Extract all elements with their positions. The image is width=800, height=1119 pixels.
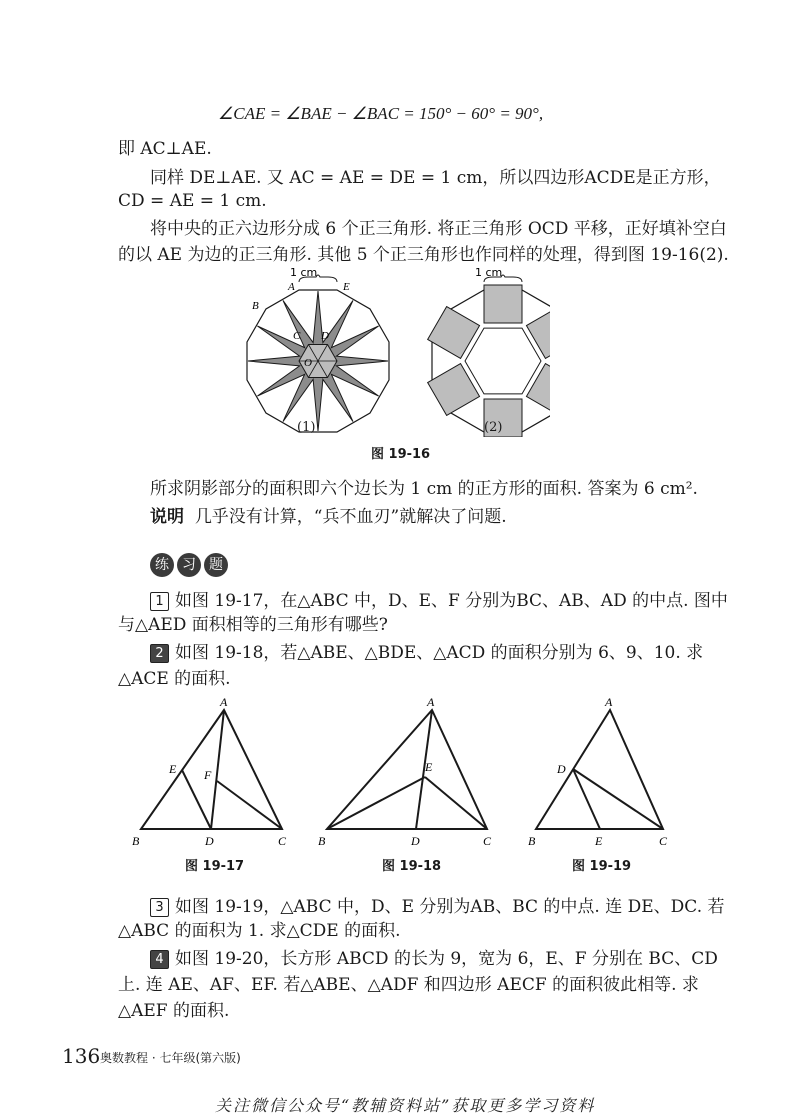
fig17-segment-fc bbox=[217, 781, 282, 829]
bottom-promo-note: 关注微信公众号“教辅资料站”获取更多学习资料 bbox=[215, 1096, 596, 1115]
paragraph-2b: CD = AE = 1 cm. bbox=[118, 191, 267, 211]
fig17-label-B: B bbox=[132, 834, 140, 848]
fig19-caption: 图 19-19 bbox=[572, 859, 632, 874]
fig17-triangle-abc bbox=[141, 710, 282, 829]
heading-char-1: 练 bbox=[150, 553, 174, 577]
fig18-label-A: A bbox=[427, 695, 435, 709]
figure-19-17 bbox=[141, 710, 282, 829]
fig16-dim-1: 1 cm bbox=[290, 266, 318, 279]
question-4-line-2: 上. 连 AE、AF、EF. 若△ABE、△ADF 和四边形 AECF 的面积彼此相等. 求 bbox=[118, 975, 699, 995]
figure-19-19 bbox=[536, 710, 663, 829]
fig17-label-E: E bbox=[169, 762, 177, 776]
question-4-line-3: △AEF 的面积. bbox=[118, 1001, 230, 1021]
fig18-label-B: B bbox=[318, 834, 326, 848]
fig16-label-O: O bbox=[304, 357, 312, 369]
fig16-sub-1: (1) bbox=[297, 420, 316, 435]
fig16-label-B: B bbox=[252, 300, 259, 312]
figures-17-18-19 bbox=[125, 695, 685, 855]
figure-19-16-1 bbox=[247, 275, 389, 432]
fig16-label-E: E bbox=[343, 281, 350, 293]
fig19-label-E: E bbox=[595, 834, 603, 848]
fig16-label-A: A bbox=[288, 281, 295, 293]
fig16-caption: 图 19-16 bbox=[371, 447, 431, 462]
question-2-line-1: 2 如图 19-18，若△ABE、△BDE、△ACD 的面积分别为 6、9、10. 求 bbox=[150, 638, 703, 663]
figure-19-16 bbox=[230, 262, 550, 437]
heading-char-2: 习 bbox=[177, 553, 201, 577]
question-3-number: 3 bbox=[150, 898, 169, 917]
paragraph-4: 所求阴影部分的面积即六个边长为 1 cm 的正方形的面积. 答案为 6 cm². bbox=[150, 479, 698, 499]
question-2-number: 2 bbox=[150, 644, 169, 663]
fig18-label-C: C bbox=[483, 834, 492, 848]
question-1-line-2: 与△AED 面积相等的三角形有哪些? bbox=[118, 615, 388, 635]
exercise-heading bbox=[150, 553, 231, 577]
fig19-triangle-abc bbox=[536, 710, 663, 829]
shaded-square bbox=[484, 285, 522, 323]
question-4-line-1: 4 如图 19-20，长方形 ABCD 的长为 9，宽为 6，E、F 分别在 BC、CD bbox=[150, 944, 718, 969]
fig18-label-D: D bbox=[411, 834, 420, 848]
fig17-label-D: D bbox=[205, 834, 214, 848]
fig19-label-D: D bbox=[557, 762, 566, 776]
figure-19-18 bbox=[327, 710, 487, 829]
question-4-number: 4 bbox=[150, 950, 169, 969]
question-1-number: 1 bbox=[150, 592, 169, 611]
fig16-label-C: C bbox=[293, 330, 301, 342]
paragraph-1: 即 AC⊥AE. bbox=[118, 139, 212, 159]
fig18-triangle-abc bbox=[327, 710, 487, 829]
note-text: 几乎没有计算，“兵不血刃”就解决了问题. bbox=[194, 507, 507, 527]
fig19-label-C: C bbox=[659, 834, 668, 848]
fig16-dim-2: 1 cm bbox=[475, 266, 503, 279]
book-title: 奥数教程 · 七年级(第六版) bbox=[100, 1051, 241, 1065]
question-2-line-2: △ACE 的面积. bbox=[118, 669, 231, 689]
figure-19-16-2 bbox=[428, 275, 550, 437]
fig19-label-A: A bbox=[605, 695, 613, 709]
question-3-line-2: △ABC 的面积为 1. 求△CDE 的面积. bbox=[118, 921, 401, 941]
fig16-label-D: D bbox=[321, 330, 329, 342]
question-1-line-1: 1 如图 19-17，在△ABC 中，D、E、F 分别为BC、AB、AD 的中点. 图中 bbox=[150, 586, 728, 611]
note-line bbox=[150, 502, 507, 527]
fig17-label-C: C bbox=[278, 834, 287, 848]
fig17-segment-ad bbox=[211, 710, 224, 829]
fig18-segment-be bbox=[327, 777, 425, 829]
heading-char-3: 题 bbox=[204, 553, 228, 577]
question-3-line-1: 3 如图 19-19，△ABC 中，D、E 分别为AB、BC 的中点. 连 DE、DC. 若 bbox=[150, 892, 725, 917]
note-label: 说明 bbox=[150, 507, 184, 527]
page-number: 136 bbox=[62, 1044, 101, 1068]
paragraph-3b: 的以 AE 为边的正三角形. 其他 5 个正三角形也作同样的处理，得到图 19-16(2). bbox=[118, 245, 729, 265]
fig16-sub-2: (2) bbox=[484, 420, 503, 435]
fig17-label-F: F bbox=[204, 768, 212, 782]
equation-line: ∠CAE = ∠BAE − ∠BAC = 150° − 60° = 90°, bbox=[218, 104, 544, 123]
fig17-caption: 图 19-17 bbox=[185, 859, 245, 874]
fig18-label-E: E bbox=[425, 760, 433, 774]
fig18-segment-ec bbox=[425, 777, 487, 829]
fig17-label-A: A bbox=[220, 695, 228, 709]
paragraph-2a: 同样 DE⊥AE. 又 AC = AE = DE = 1 cm，所以四边形ACDE是正方形， bbox=[150, 168, 721, 188]
paragraph-3a: 将中央的正六边形分成 6 个正三角形. 将正三角形 OCD 平移，正好填补空白 bbox=[150, 219, 727, 239]
fig19-label-B: B bbox=[528, 834, 536, 848]
fig18-caption: 图 19-18 bbox=[382, 859, 442, 874]
